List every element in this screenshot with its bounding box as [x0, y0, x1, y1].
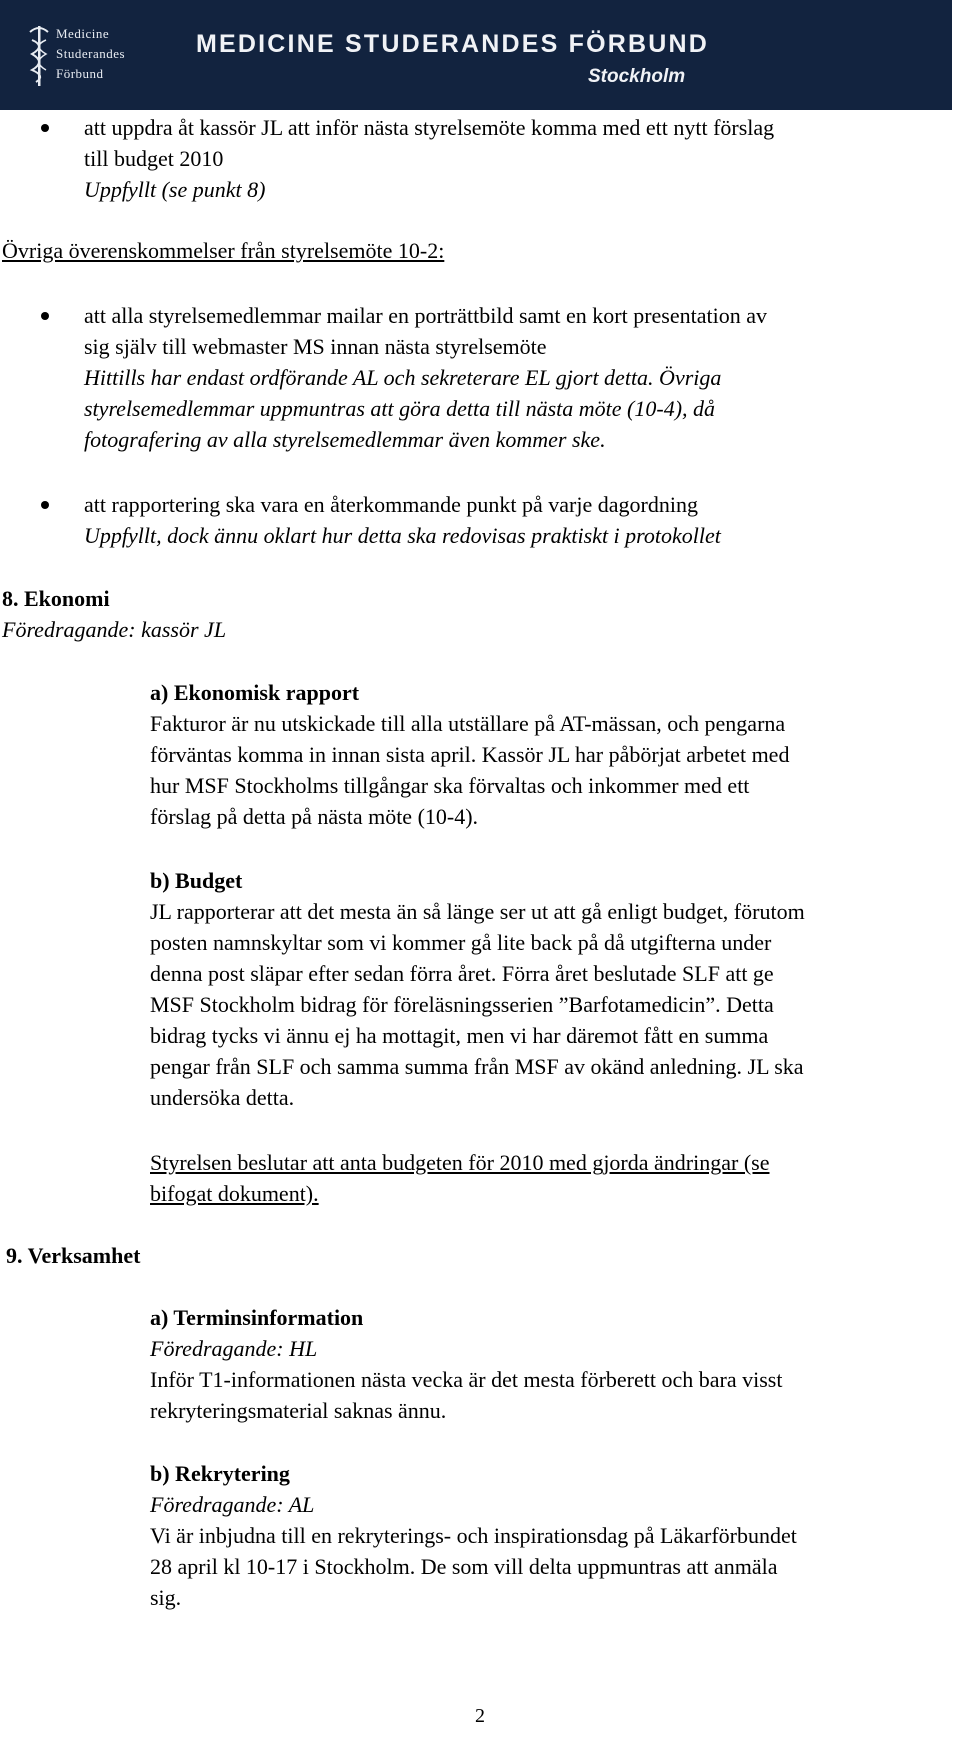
text-line: MSF Stockholm bidrag för föreläsningsserien ”Barfotamedicin”. Detta: [150, 992, 774, 1017]
portrait-item-status-1: Hittills har endast ordförande AL och sekreterare EL gjort detta. Övriga: [84, 365, 722, 390]
text-line: JL rapporterar att det mesta än så länge ser ut att gå enligt budget, förutom: [150, 899, 805, 924]
section-8b-body: [150, 896, 805, 1113]
section-9-heading: 9. Verksamhet: [6, 1243, 141, 1268]
text-line: Vi är inbjudna till en rekryterings- och inspirationsdag på Läkarförbundet: [150, 1523, 797, 1548]
portrait-item-line-1: att alla styrelsemedlemmar mailar en porträttbild samt en kort presentation av: [84, 303, 767, 328]
budget-item-line-2: till budget 2010: [84, 146, 224, 171]
text-line: förslag på detta på nästa möte (10-4).: [150, 804, 479, 829]
text-line: 28 april kl 10-17 i Stockholm. De som vill delta uppmuntras att anmäla: [150, 1554, 778, 1579]
section-9a-presenter: Föredragande: HL: [150, 1336, 318, 1361]
page-number: 2: [475, 1705, 485, 1727]
text-line: pengar från SLF och samma summa från MSF av okänd anledning. JL ska: [150, 1054, 804, 1079]
text-line: denna post släpar efter sedan förra året. Förra året beslutade SLF att ge: [150, 961, 774, 986]
header-banner: [0, 0, 952, 110]
section-9b-presenter: Föredragande: AL: [150, 1492, 315, 1517]
logo-line-2: Studerandes: [56, 46, 126, 61]
organization-subtitle: Stockholm: [588, 66, 686, 87]
text-line: sig.: [150, 1585, 182, 1610]
text-line: hur MSF Stockholms tillgångar ska förvaltas och inkommer med ett: [150, 773, 750, 798]
reporting-item-line-1: att rapportering ska vara en återkommande punkt på varje dagordning: [84, 492, 698, 517]
reporting-item-status: Uppfyllt, dock ännu oklart hur detta ska redovisas praktiskt i protokollet: [84, 523, 721, 548]
bullet-icon: [41, 124, 49, 132]
section-9a-body: [150, 1364, 782, 1426]
msf-logo: [22, 18, 162, 94]
portrait-item-line-2: sig själv till webmaster MS innan nästa styrelsemöte: [84, 334, 547, 359]
text-line: undersöka detta.: [150, 1085, 295, 1110]
section-8-heading: 8. Ekonomi: [2, 586, 110, 611]
portrait-item-status-3: fotografering av alla styrelsemedlemmar även kommer ske.: [84, 427, 606, 452]
text-line: Fakturor är nu utskickade till alla utställare på AT-mässan, och pengarna: [150, 711, 786, 736]
section-9a-title: a) Terminsinformation: [150, 1305, 364, 1330]
organization-title: MEDICINE STUDERANDES FÖRBUND: [196, 30, 710, 58]
budget-decision: [150, 1147, 769, 1209]
bullet-icon: [41, 312, 49, 320]
budget-item-line-1: att uppdra åt kassör JL att inför nästa styrelsemöte komma med ett nytt förslag: [84, 115, 775, 140]
other-agreements-heading: Övriga överenskommelser från styrelsemöte 10-2:: [2, 238, 445, 263]
section-8b-title: b) Budget: [150, 868, 243, 893]
text-line: Styrelsen beslutar att anta budgeten för 2010 med gjorda ändringar (se: [150, 1150, 770, 1175]
text-line: rekryteringsmaterial saknas ännu.: [150, 1398, 447, 1423]
section-8a-body: [150, 708, 789, 832]
bullet-icon: [41, 501, 49, 509]
logo-line-3: Förbund: [56, 66, 104, 81]
text-line: posten namnskyltar som vi kommer gå lite back på då utgifterna under: [150, 930, 772, 955]
budget-item-status: Uppfyllt (se punkt 8): [84, 177, 266, 202]
logo-line-1: Medicine: [56, 26, 110, 41]
caduceus-icon: [22, 22, 56, 90]
text-line: Inför T1-informationen nästa vecka är det mesta förberett och bara visst: [150, 1367, 783, 1392]
text-line: bidrag tycks vi ännu ej ha mottagit, men vi har däremot fått en summa: [150, 1023, 769, 1048]
text-line: förväntas komma in innan sista april. Kassör JL har påbörjat arbetet med: [150, 742, 790, 767]
section-9b-body: [150, 1520, 797, 1613]
text-line: bifogat dokument).: [150, 1181, 319, 1206]
logo-text: [56, 24, 125, 84]
section-8a-title: a) Ekonomisk rapport: [150, 680, 360, 705]
portrait-item-status-2: styrelsemedlemmar uppmuntras att göra detta till nästa möte (10-4), då: [84, 396, 716, 421]
section-9b-title: b) Rekrytering: [150, 1461, 290, 1486]
section-8-presenter: Föredragande: kassör JL: [2, 617, 227, 642]
